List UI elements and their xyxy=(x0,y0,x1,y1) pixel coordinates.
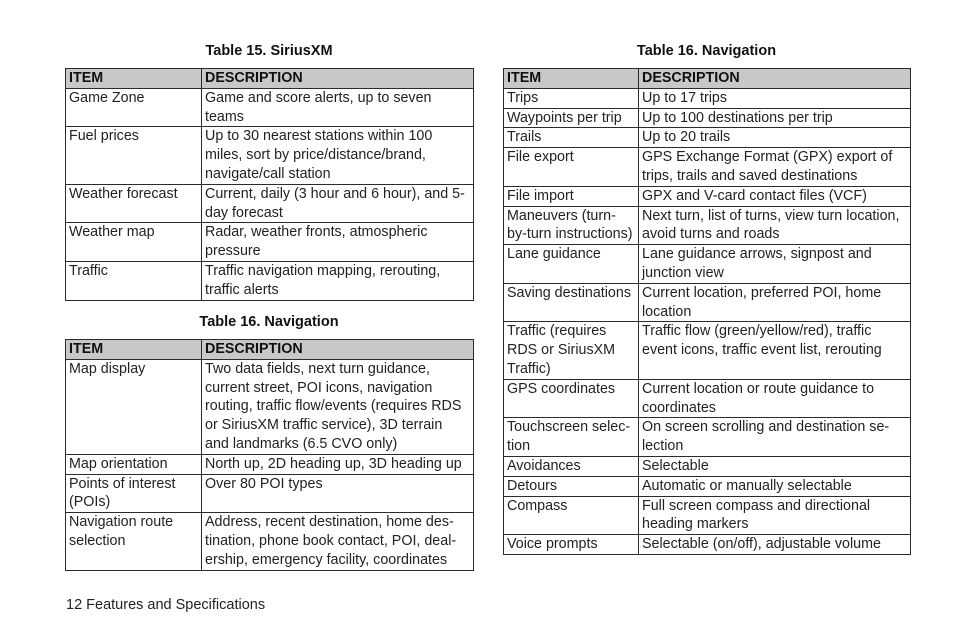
description-cell: On screen scrolling and destination se-lection xyxy=(639,418,911,457)
description-cell: Address, recent destination, home des-tination, phone book contact, POI, deal-ership, emergency facility, coordinates xyxy=(202,513,474,570)
table-row xyxy=(504,206,911,245)
item-cell: Detours xyxy=(504,476,639,496)
table-body xyxy=(66,88,474,300)
table-row xyxy=(66,88,474,127)
item-cell: Map orientation xyxy=(66,454,202,474)
table-header-row xyxy=(66,69,474,89)
item-cell: Trips xyxy=(504,88,639,108)
table-row xyxy=(504,88,911,108)
item-cell: Navigation route selection xyxy=(66,513,202,570)
column-header-item: ITEM xyxy=(66,69,202,89)
description-cell: Current location, preferred POI, home location xyxy=(639,283,911,322)
item-cell: Traffic (requires RDS or SiriusXM Traffic) xyxy=(504,322,639,379)
item-cell: Waypoints per trip xyxy=(504,108,639,128)
table-navigation-right xyxy=(503,68,911,555)
item-cell: Lane guidance xyxy=(504,245,639,284)
item-cell: Game Zone xyxy=(66,88,202,127)
item-cell: File export xyxy=(504,148,639,187)
description-cell: Lane guidance arrows, signpost and junction view xyxy=(639,245,911,284)
description-cell: Up to 30 nearest stations within 100 miles, sort by price/distance/brand, navigate/call station xyxy=(202,127,474,184)
description-cell: Game and score alerts, up to seven teams xyxy=(202,88,474,127)
table-navigation-left xyxy=(65,339,474,571)
table-row xyxy=(66,184,474,223)
item-cell: Weather forecast xyxy=(66,184,202,223)
description-cell: Full screen compass and directional heading markers xyxy=(639,496,911,535)
page-footer: 12 Features and Specifications xyxy=(66,597,266,613)
table-row xyxy=(504,418,911,457)
item-cell: Map display xyxy=(66,359,202,454)
item-cell: Voice prompts xyxy=(504,535,639,555)
table-row xyxy=(66,454,474,474)
item-cell: Avoidances xyxy=(504,456,639,476)
description-cell: Up to 20 trails xyxy=(639,128,911,148)
table-header-row xyxy=(504,69,911,89)
table-row xyxy=(66,474,474,513)
description-cell: Automatic or manually selectable xyxy=(639,476,911,496)
table-row xyxy=(66,513,474,570)
description-cell: Current, daily (3 hour and 6 hour), and 5-day forecast xyxy=(202,184,474,223)
table-row xyxy=(504,108,911,128)
table-row xyxy=(504,379,911,418)
table-row xyxy=(504,245,911,284)
description-cell: Up to 17 trips xyxy=(639,88,911,108)
column-header-description: DESCRIPTION xyxy=(202,340,474,360)
column-header-description: DESCRIPTION xyxy=(639,69,911,89)
table-row xyxy=(504,456,911,476)
description-cell: GPS Exchange Format (GPX) export of trips, trails and saved destinations xyxy=(639,148,911,187)
description-cell: Selectable xyxy=(639,456,911,476)
table-row xyxy=(504,496,911,535)
description-cell: Current location or route guidance to coordinates xyxy=(639,379,911,418)
description-cell: Two data fields, next turn guidance, current street, POI icons, navigation routing, traffic flow/events (requires RDS or SiriusXM traffic service), 3D terrain and landmarks (6.5 CVO only) xyxy=(202,359,474,454)
table-row xyxy=(504,283,911,322)
item-cell: Traffic xyxy=(66,261,202,300)
table-body xyxy=(504,88,911,554)
table-15-caption: Table 15. SiriusXM xyxy=(205,43,333,59)
item-cell: Fuel prices xyxy=(66,127,202,184)
table-row xyxy=(504,535,911,555)
description-cell: Traffic navigation mapping, rerouting, traffic alerts xyxy=(202,261,474,300)
description-cell: Radar, weather fronts, atmospheric pressure xyxy=(202,223,474,262)
item-cell: Weather map xyxy=(66,223,202,262)
table-header-row xyxy=(66,340,474,360)
description-cell: Traffic flow (green/yellow/red), traffic event icons, traffic event list, rerouting xyxy=(639,322,911,379)
column-header-item: ITEM xyxy=(66,340,202,360)
table-row xyxy=(66,127,474,184)
table-body xyxy=(66,359,474,570)
item-cell: Maneuvers (turn-by-turn instructions) xyxy=(504,206,639,245)
item-cell: Trails xyxy=(504,128,639,148)
item-cell: Points of interest (POIs) xyxy=(66,474,202,513)
table-row xyxy=(504,322,911,379)
column-header-description: DESCRIPTION xyxy=(202,69,474,89)
description-cell: Selectable (on/off), adjustable volume xyxy=(639,535,911,555)
table-16-caption-left: Table 16. Navigation xyxy=(199,314,339,330)
description-cell: Next turn, list of turns, view turn location, avoid turns and roads xyxy=(639,206,911,245)
table-16-caption-right: Table 16. Navigation xyxy=(636,43,777,59)
table-row xyxy=(66,261,474,300)
description-cell: North up, 2D heading up, 3D heading up xyxy=(202,454,474,474)
description-cell: Over 80 POI types xyxy=(202,474,474,513)
item-cell: Saving destinations xyxy=(504,283,639,322)
item-cell: GPS coordinates xyxy=(504,379,639,418)
table-row xyxy=(504,148,911,187)
table-row xyxy=(66,359,474,454)
item-cell: Compass xyxy=(504,496,639,535)
table-row xyxy=(504,128,911,148)
description-cell: Up to 100 destinations per trip xyxy=(639,108,911,128)
item-cell: File import xyxy=(504,186,639,206)
column-header-item: ITEM xyxy=(504,69,639,89)
table-row xyxy=(504,476,911,496)
table-row xyxy=(66,223,474,262)
description-cell: GPX and V-card contact files (VCF) xyxy=(639,186,911,206)
table-row xyxy=(504,186,911,206)
table-siriusxm xyxy=(65,68,474,301)
item-cell: Touchscreen selec-tion xyxy=(504,418,639,457)
